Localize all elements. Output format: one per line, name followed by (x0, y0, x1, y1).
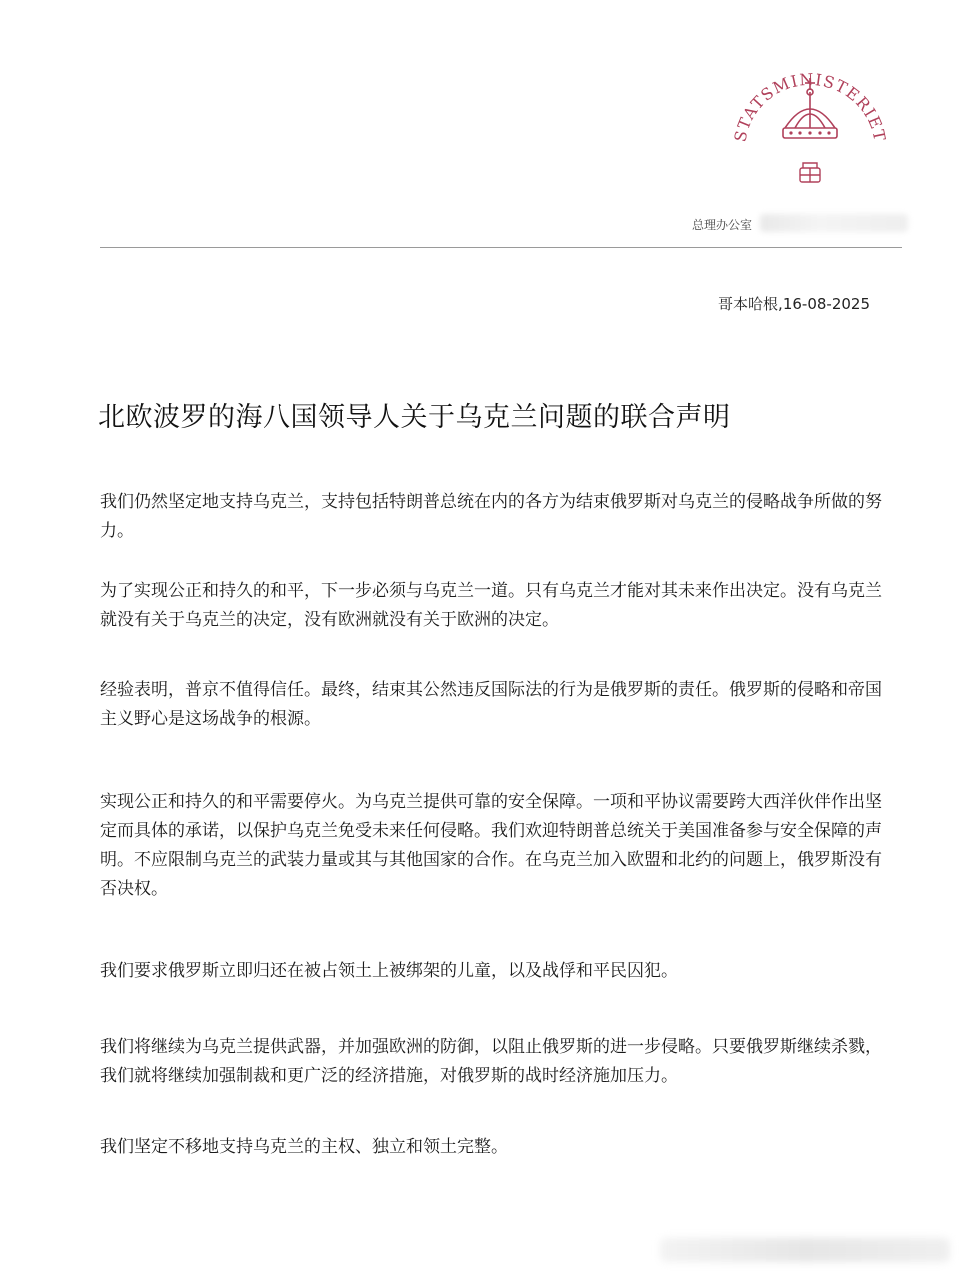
svg-text:STATSMINISTERIET: STATSMINISTERIET (730, 69, 890, 144)
office-label: 总理办公室 (692, 218, 753, 232)
footer-watermark (660, 1238, 950, 1262)
dateline: 哥本哈根,16-08-2025 (718, 295, 870, 313)
document-title: 北欧波罗的海八国领导人关于乌克兰问题的联合声明 (98, 402, 731, 433)
redacted-address (760, 214, 908, 232)
statsministeriet-seal-logo (725, 50, 895, 200)
paragraph-ceasefire-guarantees: 实现公正和持久的和平需要停火。为乌克兰提供可靠的安全保障。一项和平协议需要跨大西洋伙伴作出坚定而具体的承诺，以保护乌克兰免受未来任何侵略。我们欢迎特朗普总统关于美国准备参与安全保障的声明。不应限制乌克兰的武装力量或其与其他国家的合作。在乌克兰加入欧盟和北约的问题上，俄罗斯没有否决权。 (100, 792, 882, 899)
header-divider (100, 247, 902, 248)
paragraph-support: 我们仍然坚定地支持乌克兰，支持包括特朗普总统在内的各方为结束俄罗斯对乌克兰的侵略战争所做的努力。 (100, 492, 882, 541)
paragraph-putin-trust: 经验表明，普京不值得信任。最终，结束其公然违反国际法的行为是俄罗斯的责任。俄罗斯的侵略和帝国主义野心是这场战争的根源。 (100, 680, 882, 729)
paragraph-children-return: 我们要求俄罗斯立即归还在被占领土上被绑架的儿童，以及战俘和平民囚犯。 (100, 961, 678, 981)
paragraph-sovereignty: 我们坚定不移地支持乌克兰的主权、独立和领土完整。 (100, 1137, 508, 1157)
paragraph-peace-with-ukraine: 为了实现公正和持久的和平，下一步必须与乌克兰一道。只有乌克兰才能对其未来作出决定。没有乌克兰就没有关于乌克兰的决定，没有欧洲就没有关于欧洲的决定。 (100, 581, 882, 630)
paragraph-weapons-sanctions: 我们将继续为乌克兰提供武器，并加强欧洲的防御，以阻止俄罗斯的进一步侵略。只要俄罗斯继续杀戮，我们就将继续加强制裁和更广泛的经济措施，对俄罗斯的战时经济施加压力。 (100, 1037, 882, 1086)
